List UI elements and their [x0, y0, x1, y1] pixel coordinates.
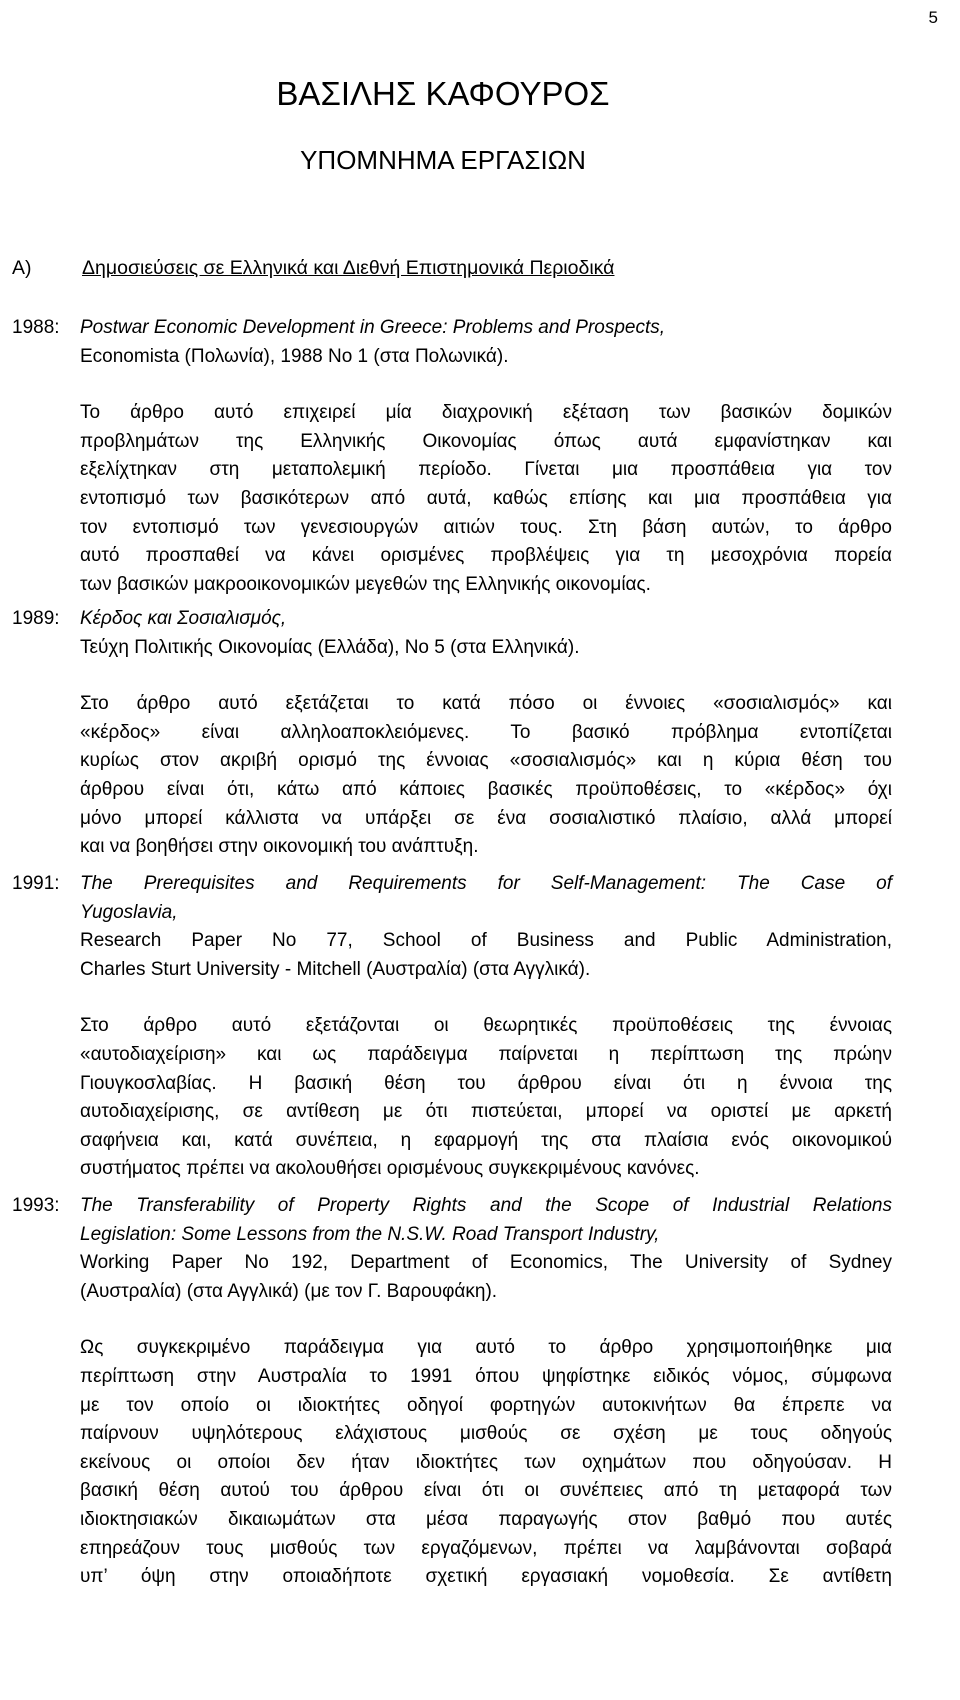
- summary-line: βασική θέση αυτού του άρθρου είναι ότι οι συνέπειες από τη μεταφορά των: [80, 1480, 892, 1502]
- publication-citation: (Αυστραλία) (στα Αγγλικά) (με τον Γ. Βαρουφάκη).: [80, 1280, 498, 1302]
- publication-summary: [80, 1012, 892, 1184]
- summary-line: με τον οποίο οι ιδιοκτήτες οδηγοί φορτηγών αυτοκινήτων θα έπρεπε να: [80, 1394, 892, 1416]
- entry-year: 1993:: [12, 1195, 60, 1216]
- summary-line: μόνο μπορεί κάλλιστα να υπάρξει σε ένα σοσιαλιστικό πλαίσιο, αλλά μπορεί: [80, 807, 892, 829]
- publication-citation: Economista (Πολωνία), 1988 No 1 (στα Πολωνικά).: [80, 345, 509, 367]
- summary-line: ιδιοκτησιακών δικαιωμάτων στα μέσα παραγωγής στον βαθμό που αυτές: [80, 1508, 892, 1530]
- summary-line: επηρεάζουν τους μισθούς των εργαζόμενων, πρέπει να λαμβάνονται σοβαρά: [80, 1537, 892, 1559]
- publication-title: Postwar Economic Development in Greece: Problems and Prospects,: [80, 317, 666, 338]
- publication-entry-1993: [12, 1192, 892, 1592]
- summary-line: περίπτωση στην Αυστραλία το 1991 όπου ψηφίστηκε ειδικός νόμος, σύμφωνα: [80, 1365, 892, 1387]
- summary-line: «κέρδος» είναι αλληλοαποκλειόμενες. Το βασικό πρόβλημα εντοπίζεται: [80, 721, 892, 743]
- publication-summary: [80, 399, 892, 599]
- summary-line: κυρίως στον ακριβή ορισμό της έννοιας «σοσιαλισμός» και η κύρια θέση του: [80, 750, 892, 772]
- publication-summary: [80, 1334, 892, 1591]
- summary-line: Το άρθρο αυτό επιχειρεί μία διαχρονική εξέταση των βασικών δομικών: [80, 402, 892, 424]
- entry-year: 1988:: [12, 317, 60, 338]
- publication-citation: Charles Sturt University - Mitchell (Αυστραλία) (στα Αγγλικά).: [80, 958, 591, 980]
- summary-line: άρθρου είναι ότι, κάτω από κάποιες βασικές προϋποθέσεις, το «κέρδος» όχι: [80, 778, 892, 800]
- publication-citation: Research Paper No 77, School of Business and Public Administration,: [80, 930, 892, 952]
- author-name: ΒΑΣΙΛΗΣ ΚΑΦΟΥΡΟΣ: [276, 75, 610, 112]
- publication-title: The Prerequisites and Requirements for Self-Management: The Case of: [80, 873, 892, 894]
- summary-line: και να βοηθήσει στην οικονομική του ανάπτυξη.: [80, 836, 479, 858]
- summary-line: αυτοδιαχείρισης, σε αντίθεση με ότι πιστεύεται, μπορεί να οριστεί με αρκετή: [80, 1101, 892, 1123]
- publication-citation: Working Paper No 192, Department of Economics, The University of Sydney: [80, 1252, 892, 1274]
- publication-title: Κέρδος και Σοσιαλισμός,: [80, 608, 287, 629]
- summary-line: εκείνους οι οποίοι δεν ήταν ιδιοκτήτες των οχημάτων που οδηγούσαν. Η: [80, 1451, 892, 1473]
- summary-line: αυτό προσπαθεί να κάνει ορισμένες προβλέψεις για τη μεσοχρόνια πορεία: [80, 545, 892, 567]
- entry-year: 1989:: [12, 608, 60, 629]
- entry-body: [80, 314, 892, 599]
- publication-entry-1991: [12, 870, 892, 1184]
- document-title: ΥΠΟΜΝΗΜΑ ΕΡΓΑΣΙΩΝ: [300, 145, 586, 175]
- summary-line: Γιουγκοσλαβίας. Η βασική θέση του άρθρου είναι ότι η έννοια της: [80, 1072, 892, 1094]
- summary-line: σαφήνεια και, κατά συνέπεια, η εφαρμογή της στα πλαίσια ενός οικονομικού: [80, 1129, 892, 1151]
- publication-title: The Transferability of Property Rights and the Scope of Industrial Relations: [80, 1195, 892, 1216]
- summary-line: των βασικών μακροοικονομικών μεγεθών της Ελληνικής οικονομίας.: [80, 573, 651, 595]
- summary-line: προβλημάτων της Ελληνικής Οικονομίας όπως αυτά εμφανίστηκαν και: [80, 430, 892, 452]
- summary-line: εξελίχτηκαν στη μεταπολεμική περίοδο. Γίνεται μια προσπάθεια για τον: [80, 459, 892, 481]
- entry-body: [80, 1192, 892, 1592]
- summary-line: υπ’ όψη στην οποιαδήποτε σχετική εργασιακή νομοθεσία. Σε αντίθετη: [80, 1566, 892, 1588]
- summary-line: παίρνουν υψηλότερους ελάχιστους μισθούς σε σχέση με τους οδηγούς: [80, 1423, 892, 1445]
- publication-title: Yugoslavia,: [80, 901, 178, 923]
- page-number: 5: [928, 8, 938, 27]
- entry-body: [80, 605, 892, 862]
- publication-entry-1988: [12, 314, 892, 599]
- publication-entry-1989: [12, 605, 892, 862]
- summary-line: συστήματος πρέπει να ακολουθήσει ορισμένους συγκεκριμένους κανόνες.: [80, 1158, 700, 1180]
- summary-line: Ως συγκεκριμένο παράδειγμα για αυτό το άρθρο χρησιμοποιήθηκε μια: [80, 1337, 892, 1359]
- publication-summary: [80, 690, 892, 862]
- section-title: Δημοσιεύσεις σε Ελληνικά και Διεθνή Επιστημονικά Περιοδικά: [82, 257, 615, 279]
- summary-line: Στο άρθρο αυτό εξετάζονται οι θεωρητικές προϋποθέσεις της έννοιας: [80, 1015, 892, 1037]
- publication-citation: Τεύχη Πολιτικής Οικονομίας (Ελλάδα), No 5 (στα Ελληνικά).: [80, 636, 580, 658]
- summary-line: Στο άρθρο αυτό εξετάζεται το κατά πόσο οι έννοιες «σοσιαλισμός» και: [80, 693, 892, 715]
- entry-body: [80, 870, 892, 1184]
- summary-line: τον εντοπισμό των γενεσιουργών αιτιών τους. Στη βάση αυτών, το άρθρο: [80, 516, 892, 538]
- publication-title: Legislation: Some Lessons from the N.S.W. Road Transport Industry,: [80, 1223, 660, 1245]
- section-letter: A): [12, 257, 32, 279]
- summary-line: εντοπισμό των βασικότερων από αυτά, καθώς επίσης και μια προσπάθεια για: [80, 487, 892, 509]
- entry-year: 1991:: [12, 873, 60, 894]
- summary-line: «αυτοδιαχείριση» και ως παράδειγμα παίρνεται η περίπτωση της πρώην: [80, 1043, 892, 1065]
